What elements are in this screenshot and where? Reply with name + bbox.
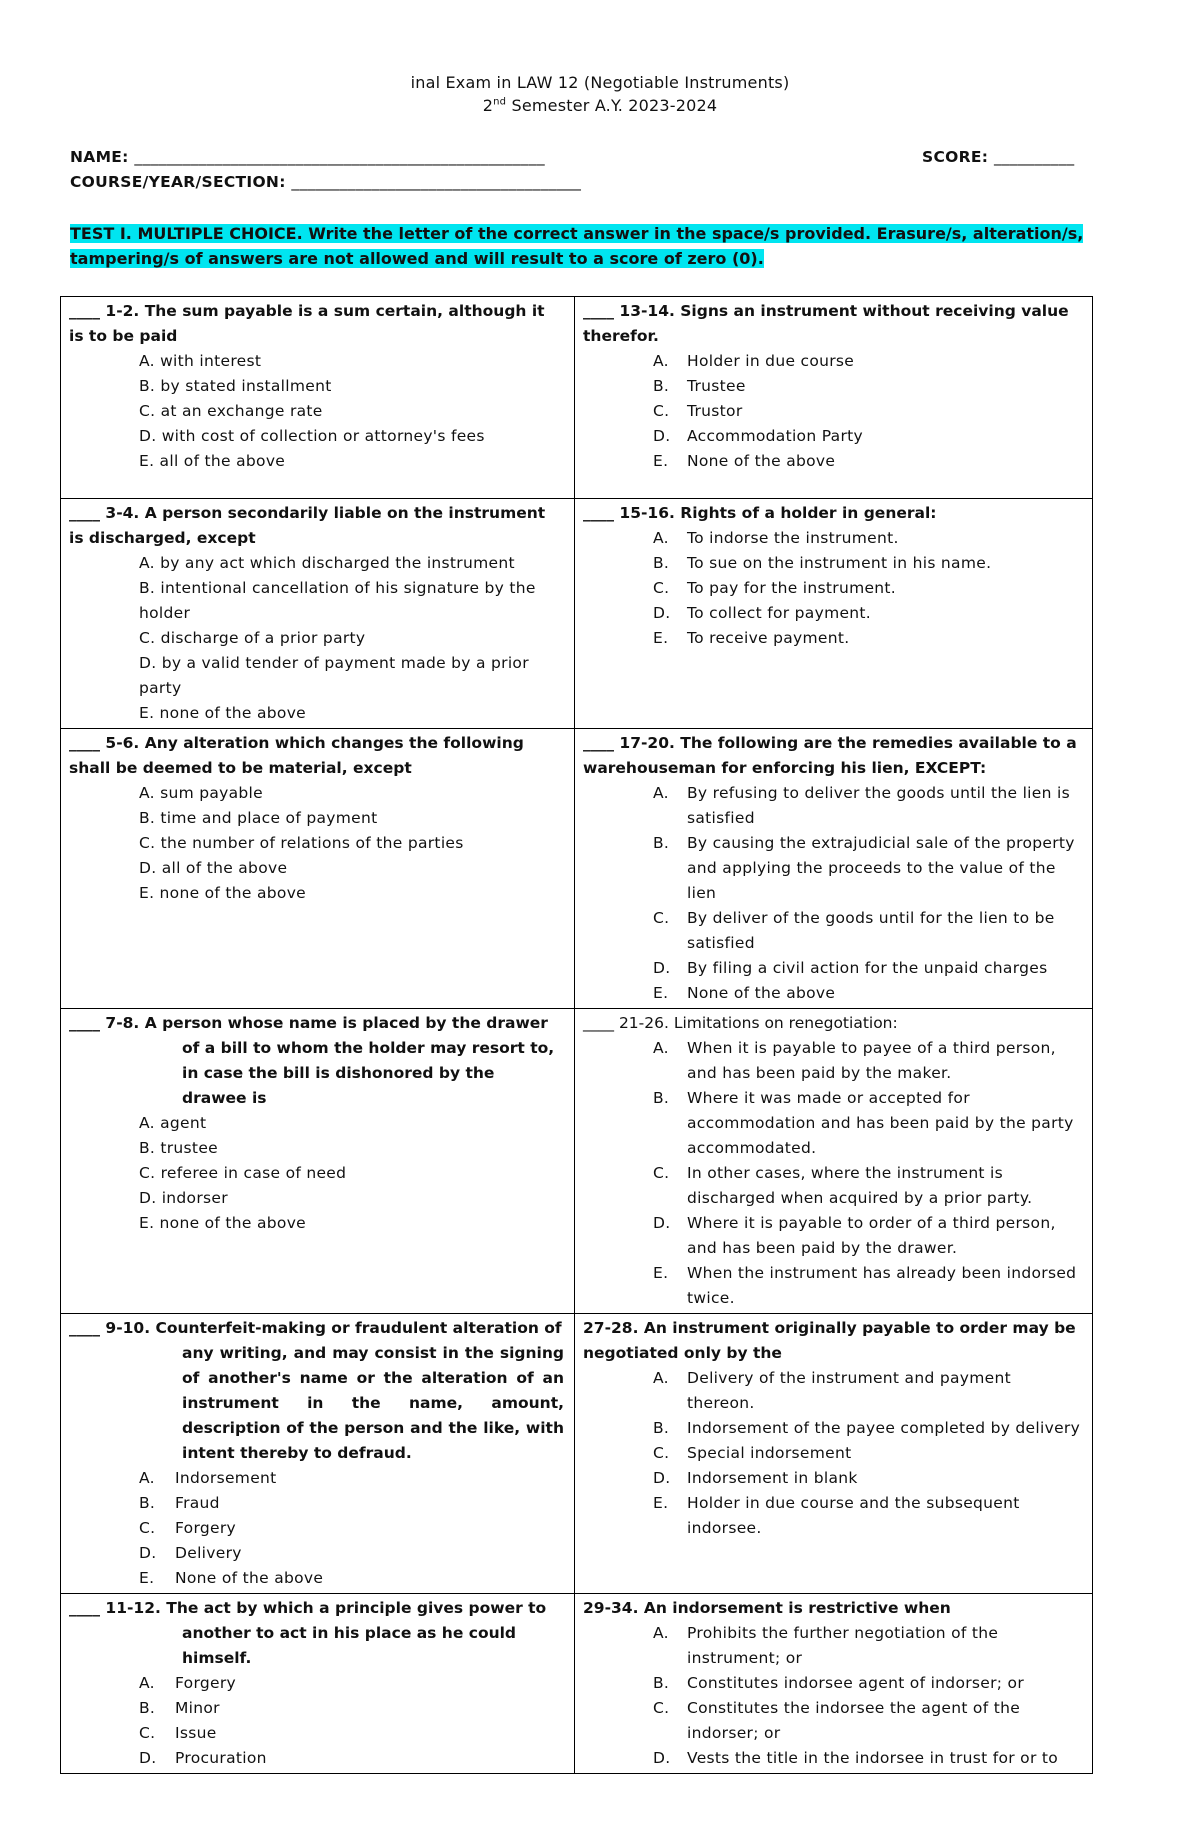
question-cell xyxy=(575,499,1093,729)
score-line[interactable]: __________ xyxy=(993,148,1075,166)
question-stem: ____ 13-14. Signs an instrument without receiving value therefor. xyxy=(583,302,1069,345)
option: C. the number of relations of the parties xyxy=(139,834,464,852)
option: A. by any act which discharged the instrument xyxy=(139,554,515,572)
question-cell xyxy=(575,1594,1093,1774)
answer-blank[interactable]: ____ xyxy=(583,734,614,752)
option: B. by stated installment xyxy=(139,377,332,395)
option: D. Procuration xyxy=(139,1749,267,1767)
option: C. Trustor xyxy=(653,402,743,420)
option: B. Constitutes indorsee agent of indorser; or xyxy=(653,1674,1024,1692)
option: A. Indorsement xyxy=(139,1469,277,1487)
option: D. Vests the title in the indorsee in trust for or to xyxy=(653,1749,1058,1767)
question-cell xyxy=(61,729,575,1009)
option: D. Accommodation Party xyxy=(653,427,863,445)
questions-table xyxy=(60,296,1093,1774)
table-row xyxy=(61,1009,1093,1314)
question-cell xyxy=(575,1009,1093,1314)
test-instructions: TEST I. MULTIPLE CHOICE. Write the letter of the correct answer in the space/s provided. Erasure/s, alteration/s, tampering/s of answers are not allowed and will result to a score of zero (0). xyxy=(70,224,1084,268)
question-cell xyxy=(575,1314,1093,1594)
option: C. discharge of a prior party xyxy=(139,629,366,647)
option: B. Fraud xyxy=(139,1494,220,1512)
table-row xyxy=(61,729,1093,1009)
question-stem: ____ 21-26. Limitations on renegotiation: xyxy=(583,1014,898,1032)
course-field[interactable] xyxy=(70,173,581,191)
option: D. To collect for payment. xyxy=(653,604,872,622)
option: E. none of the above xyxy=(139,704,307,722)
name-line[interactable]: ___________________________________________________ xyxy=(134,148,545,166)
course-label: COURSE/YEAR/SECTION: xyxy=(70,173,286,191)
table-row xyxy=(61,1594,1093,1774)
table-row xyxy=(61,1314,1093,1594)
option: C. referee in case of need xyxy=(139,1164,347,1182)
option: C. In other cases, where the instrument is discharged when acquired by a prior party. xyxy=(653,1164,1033,1207)
option: D. Delivery xyxy=(139,1544,242,1562)
option: B. trustee xyxy=(139,1139,218,1157)
option: D. Where it is payable to order of a third person, and has been paid by the drawer. xyxy=(653,1214,1056,1257)
question-stem-continued: of a bill to whom the holder may resort to, in case the bill is dishonored by the drawee is xyxy=(182,1039,555,1107)
question-cell xyxy=(61,297,575,499)
option: B. Where it was made or accepted for accommodation and has been paid by the party accommodated. xyxy=(653,1089,1074,1157)
option: A. To indorse the instrument. xyxy=(653,529,899,547)
option: C. Constitutes the indorsee the agent of the indorser; or xyxy=(653,1699,1021,1742)
option: E. To receive payment. xyxy=(653,629,850,647)
question-stem: 27-28. An instrument originally payable to order may be negotiated only by the xyxy=(583,1319,1076,1362)
name-field[interactable] xyxy=(70,148,545,166)
score-label: SCORE: xyxy=(922,148,989,166)
option: D. by a valid tender of payment made by a prior party xyxy=(139,654,529,697)
question-cell xyxy=(575,297,1093,499)
option: A. sum payable xyxy=(139,784,263,802)
question-cell xyxy=(575,729,1093,1009)
question-cell xyxy=(61,1009,575,1314)
option: A. By refusing to deliver the goods until the lien is satisfied xyxy=(653,784,1070,827)
answer-blank[interactable]: ____ xyxy=(69,1599,100,1617)
option: B. intentional cancellation of his signature by the holder xyxy=(139,579,536,622)
option: E. None of the above xyxy=(653,452,836,470)
answer-blank[interactable]: ____ xyxy=(69,1014,100,1032)
option: C. Special indorsement xyxy=(653,1444,852,1462)
option: B. time and place of payment xyxy=(139,809,378,827)
name-label: NAME: xyxy=(70,148,129,166)
option: E. all of the above xyxy=(139,452,286,470)
option: E. Holder in due course and the subsequent indorsee. xyxy=(653,1494,1020,1537)
question-stem: ____ 5-6. Any alteration which changes the following shall be deemed to be material, except xyxy=(69,734,524,777)
question-stem: ____ 7-8. A person whose name is placed by the drawer xyxy=(69,1014,548,1032)
question-cell xyxy=(61,499,575,729)
option: E. none of the above xyxy=(139,884,307,902)
option: D. all of the above xyxy=(139,859,288,877)
table-row xyxy=(61,297,1093,499)
question-cell xyxy=(61,1594,575,1774)
answer-blank[interactable]: ____ xyxy=(69,734,100,752)
option: A. Forgery xyxy=(139,1674,236,1692)
option: C. To pay for the instrument. xyxy=(653,579,897,597)
question-stem: ____ 3-4. A person secondarily liable on the instrument is discharged, except xyxy=(69,504,546,547)
option: D. Indorsement in blank xyxy=(653,1469,858,1487)
course-line[interactable]: ____________________________________ xyxy=(291,173,582,191)
answer-blank[interactable]: ____ xyxy=(583,504,614,522)
option: A. When it is payable to payee of a third person, and has been paid by the maker. xyxy=(653,1039,1056,1082)
semester-line: 2nd Semester A.Y. 2023-2024 xyxy=(482,96,718,115)
option: D. By filing a civil action for the unpaid charges xyxy=(653,959,1048,977)
option: D. with cost of collection or attorney's fees xyxy=(139,427,485,445)
score-field[interactable] xyxy=(922,148,1074,166)
option: C. at an exchange rate xyxy=(139,402,323,420)
question-stem: ____ 11-12. The act by which a principle gives power to xyxy=(69,1599,547,1617)
option: C. By deliver of the goods until for the lien to be satisfied xyxy=(653,909,1055,952)
option: B. Trustee xyxy=(653,377,746,395)
option: A. Delivery of the instrument and payment thereon. xyxy=(653,1369,1011,1412)
option: C. Forgery xyxy=(139,1519,236,1537)
option: D. indorser xyxy=(139,1189,228,1207)
option: E. None of the above xyxy=(139,1569,324,1587)
question-stem-continued: any writing, and may consist in the signing of another's name or the alteration of an instrument in the name, amount, description of the person and the like, with intent thereby to defraud. xyxy=(182,1344,564,1462)
option: B. Minor xyxy=(139,1699,220,1717)
option: A. Prohibits the further negotiation of the instrument; or xyxy=(653,1624,999,1667)
option: A. with interest xyxy=(139,352,262,370)
answer-blank[interactable]: ____ xyxy=(583,302,614,320)
exam-title: inal Exam in LAW 12 (Negotiable Instruments) xyxy=(410,73,790,92)
question-stem: ____ 9-10. Counterfeit-making or fraudulent alteration of xyxy=(69,1319,562,1337)
question-stem: ____ 1-2. The sum payable is a sum certain, although it is to be paid xyxy=(69,302,545,345)
option: A. Holder in due course xyxy=(653,352,855,370)
option: E. none of the above xyxy=(139,1214,307,1232)
option: B. By causing the extrajudicial sale of the property and applying the proceeds to the value of the lien xyxy=(653,834,1075,902)
option: E. When the instrument has already been indorsed twice. xyxy=(653,1264,1077,1307)
answer-blank[interactable]: ____ xyxy=(69,302,100,320)
option: B. Indorsement of the payee completed by delivery xyxy=(653,1419,1081,1437)
option: B. To sue on the instrument in his name. xyxy=(653,554,992,572)
option: A. agent xyxy=(139,1114,207,1132)
answer-blank[interactable]: ____ xyxy=(69,504,100,522)
question-stem: ____ 15-16. Rights of a holder in general: xyxy=(583,504,937,522)
table-row xyxy=(61,499,1093,729)
question-stem: 29-34. An indorsement is restrictive when xyxy=(583,1599,951,1617)
answer-blank[interactable]: ____ xyxy=(583,1014,614,1032)
question-cell xyxy=(61,1314,575,1594)
question-stem: ____ 17-20. The following are the remedies available to a warehouseman for enforcing his lien, EXCEPT: xyxy=(583,734,1077,777)
option: E. None of the above xyxy=(653,984,836,1002)
option: C. Issue xyxy=(139,1724,217,1742)
question-stem-continued: another to act in his place as he could himself. xyxy=(182,1624,517,1667)
answer-blank[interactable]: ____ xyxy=(69,1319,100,1337)
